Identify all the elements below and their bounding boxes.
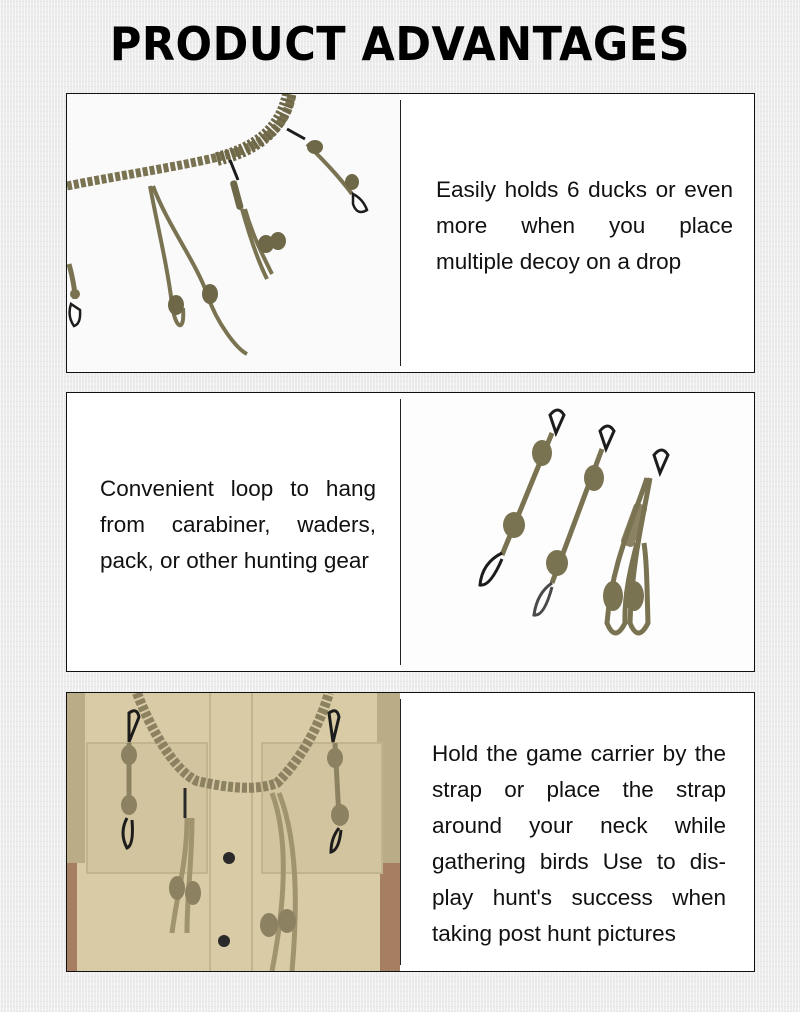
braided-lanyard-photo bbox=[67, 94, 400, 372]
page-title: PRODUCT ADVANTAGES bbox=[109, 18, 691, 72]
advantage-panel-2 bbox=[66, 392, 755, 672]
advantage-text-3: Hold the game carrier by the strap or place the strap around your neck while gathering birds Use to dis-play hunt's success when taking post hunt pictures bbox=[432, 741, 726, 946]
panel-divider bbox=[400, 699, 401, 965]
panel-divider bbox=[400, 100, 401, 366]
three-loops-photo bbox=[402, 393, 754, 671]
advantage-text-1: Easily holds 6 ducks or even more when you place multiple decoy on a drop bbox=[436, 177, 733, 274]
panel-divider bbox=[400, 399, 401, 665]
advantage-panel-1 bbox=[66, 93, 755, 373]
lanyard-worn-photo bbox=[67, 693, 400, 971]
advantage-panel-3 bbox=[66, 692, 755, 972]
advantage-text-2: Convenient loop to hang from carabiner, waders, pack, or other hunting gear bbox=[100, 476, 376, 573]
